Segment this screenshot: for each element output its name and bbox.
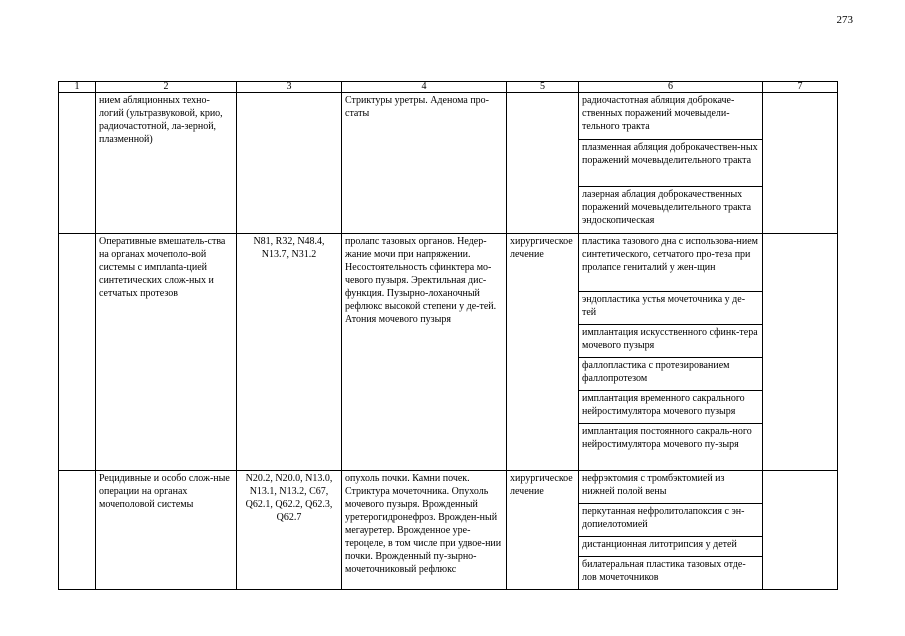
method-item: лазерная аблация доброкачественных поражений мочевыделительного тракта эндоскопическая <box>582 189 752 226</box>
header-cell: 6 <box>579 82 763 93</box>
header-cell: 2 <box>96 82 237 93</box>
treatment-type: хирургическое лечение <box>507 471 579 590</box>
header-cell: 5 <box>507 82 579 93</box>
method-item: перкутанная нефролитолапоксия с эн-допиелотомией <box>579 504 762 537</box>
intervention-name: нием абляционных техно-логий (ультразвуковой, крио, радиочастотной, ла-зерной, плазменной) <box>96 93 237 234</box>
intervention-name: Рецидивные и особо слож-ные операции на органах мочеполовой системы <box>96 471 237 590</box>
col1-cell <box>59 234 96 471</box>
col1-cell <box>59 93 96 234</box>
col7-cell <box>763 234 838 471</box>
header-cell: 3 <box>237 82 342 93</box>
method-item: билатеральная пластика тазовых отде-лов мочеточников <box>582 559 746 583</box>
table-row <box>59 471 838 590</box>
header-row <box>59 82 838 93</box>
method-item: дистанционная литотрипсия у детей <box>579 537 762 557</box>
treatment-type: хирургическое лечение <box>507 234 579 471</box>
header-cell: 7 <box>763 82 838 93</box>
method-item: радиочастотная абляция доброкаче-ственных поражений мочевыдели-тельного тракта <box>579 93 762 140</box>
col7-cell <box>763 471 838 590</box>
intervention-name: Оперативные вмешатель-ства на органах мочеполо-вой системы с имплanta-цией синтетических слож-ных и сетчатых протезов <box>96 234 237 471</box>
method-item: нефрэктомия с тромбэктомией из нижней полой вены <box>579 471 762 504</box>
header-cell: 1 <box>59 82 96 93</box>
method-item: эндопластика устья мочеточника у де-тей <box>579 292 762 325</box>
method-item: плазменная абляция доброкачествен-ных поражений мочевыделительного тракта <box>579 140 762 187</box>
methods-cell <box>579 471 763 590</box>
col7-cell <box>763 93 838 234</box>
table-row <box>59 93 838 234</box>
method-item: имплантация постоянного сакраль-ного нейростимулятора мочевого пу-зыря <box>582 426 752 450</box>
table-row <box>59 234 838 471</box>
treatment-type <box>507 93 579 234</box>
icd-codes: N20.2, N20.0, N13.0, N13.1, N13.2, C67, Q62.1, Q62.2, Q62.3, Q62.7 <box>237 471 342 590</box>
procedures-table <box>58 81 838 590</box>
header-cell: 4 <box>342 82 507 93</box>
methods-cell <box>579 234 763 471</box>
col1-cell <box>59 471 96 590</box>
page-number: 273 <box>836 14 853 26</box>
diagnosis: опухоль почки. Камни почек. Стриктура мочеточника. Опухоль мочевого пузыря. Врожденный уретерогидронефроз. Врожден-ный мегауретер. Врожденное уре-тероцеле, в том числе при удвое-нии почки. Врожденный пу-зырно-мочеточниковый рефлюкс <box>342 471 507 590</box>
methods-cell <box>579 93 763 234</box>
method-item: имплантация искусственного сфинк-тера мочевого пузыря <box>579 325 762 358</box>
icd-codes <box>237 93 342 234</box>
diagnosis: пролапс тазовых органов. Недер-жание мочи при напряжении. Несостоятельность сфинктера мо-чевого пузыря. Эректильная дис-функция. Пузырно-лоханочный рефлюкс высокой степени у де-тей. Атония мочевого пузыря <box>342 234 507 471</box>
method-item: имплантация временного сакрального нейростимулятора мочевого пузыря <box>579 391 762 424</box>
diagnosis: Стриктуры уретры. Аденома про-статы <box>342 93 507 234</box>
method-item: пластика тазового дна с использова-нием синтетического, сетчатого про-теза при пролапсе гениталий у жен-щин <box>579 234 762 292</box>
icd-codes: N81, R32, N48.4, N13.7, N31.2 <box>237 234 342 471</box>
method-item: фаллопластика с протезированием фаллопротезом <box>579 358 762 391</box>
